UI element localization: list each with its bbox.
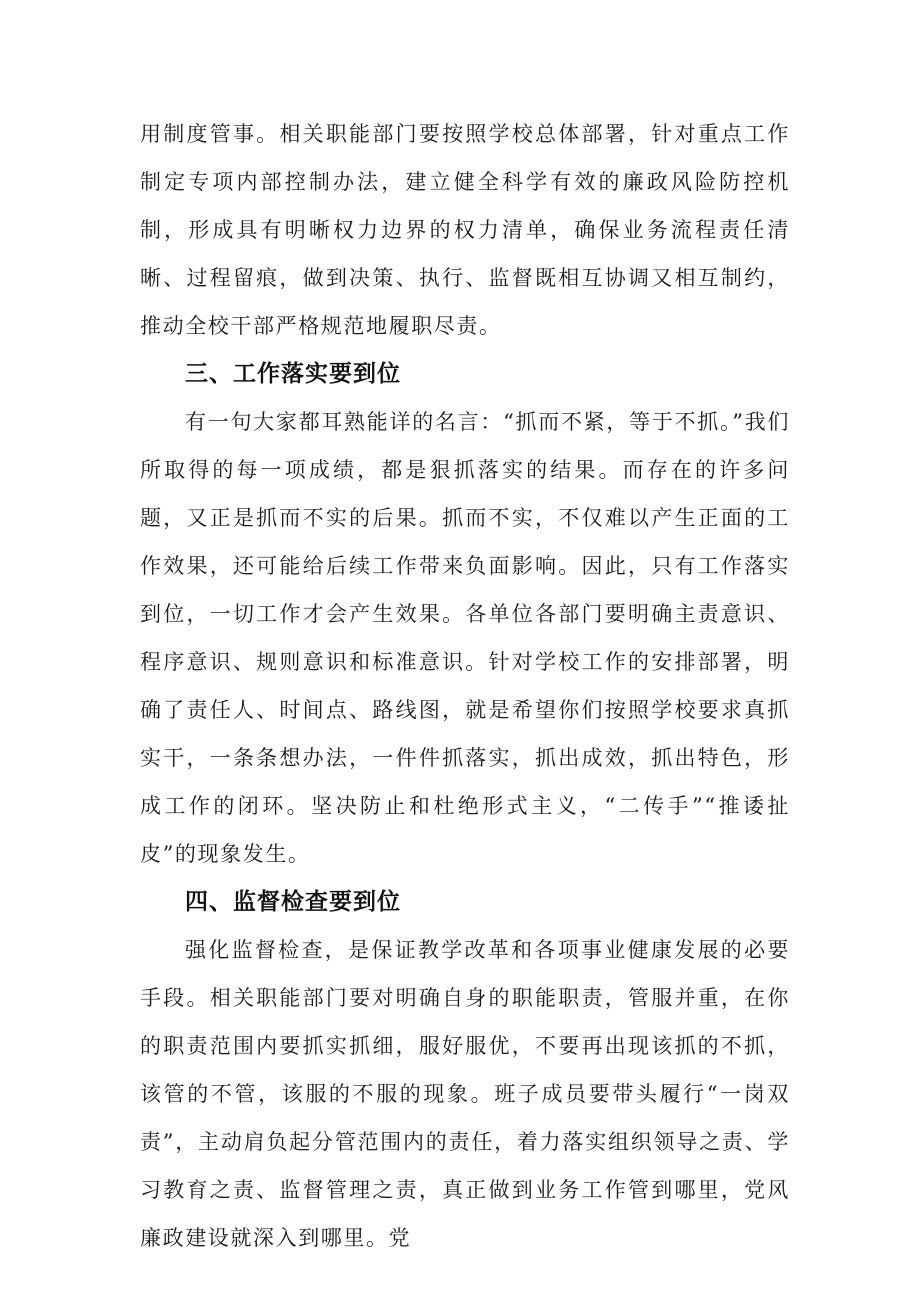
paragraph-supervision: 强化监督检查，是保证教学改革和各项事业健康发展的必要手段。相关职能部门要对明确自身的职能职责，管服并重，在你的职责范围内要抓实抓细，服好服优，不要再出现该抓的不抓，该管的不管，该服的不服的现象。班子成员要带头履行“一岗双责”，主动肩负起分管范围内的责任，着力落实组织领导之责、学习教育之责、监督管理之责，真正做到业务工作管到哪里，党风廉政建设就深入到哪里。党	[140, 938, 790, 1250]
paragraph-work-implementation: 有一句大家都耳熟能详的名言：“抓而不紧，等于不抓。”我们所取得的每一项成绩，都是狠抓落实的结果。而存在的许多问题，又正是抓而不实的后果。抓而不实，不仅难以产生正面的工作效果，还可能给后续工作带来负面影响。因此，只有工作落实到位，一切工作才会产生效果。各单位各部门要明确主责意识、程序意识、规则意识和标准意识。针对学校工作的安排部署，明确了责任人、时间点、路线图，就是希望你们按照学校要求真抓实干，一条条想办法，一件件抓落实，抓出成效，抓出特色，形成工作的闭环。坚决防止和杜绝形式主义，“二传手”“推诿扯皮”的现象发生。	[140, 410, 790, 866]
document-body	[140, 110, 790, 1262]
section-heading-4: 四、监督检查要到位	[185, 889, 401, 915]
section-heading-3: 三、工作落实要到位	[185, 361, 401, 387]
paragraph-continued: 用制度管事。相关职能部门要按照学校总体部署，针对重点工作制定专项内部控制办法，建立健全科学有效的廉政风险防控机制，形成具有明晰权力边界的权力清单，确保业务流程责任清晰、过程留痕，做到决策、执行、监督既相互协调又相互制约，推动全校干部严格规范地履职尽责。	[140, 122, 790, 338]
